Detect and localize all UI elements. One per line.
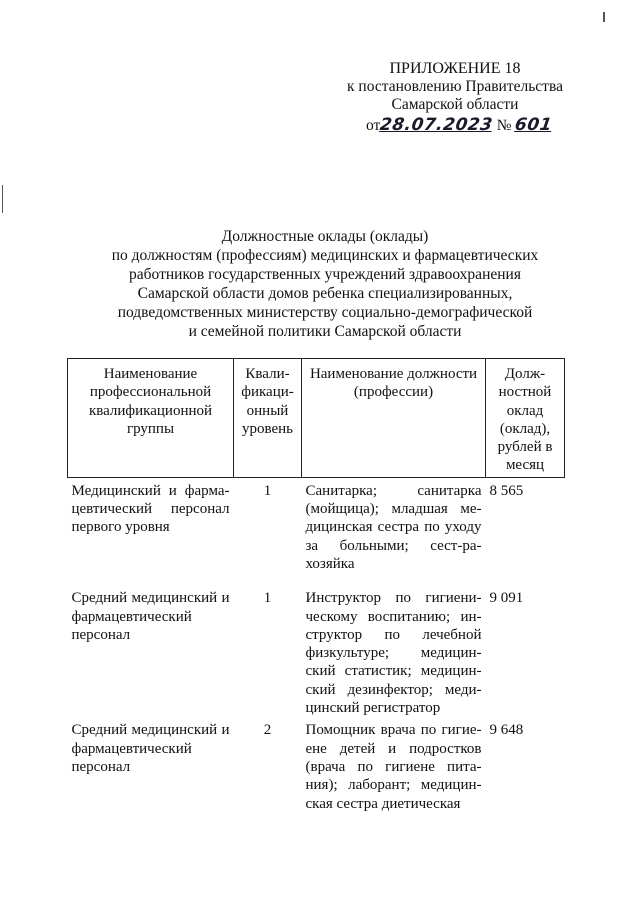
cell-position: Санитарка; санитарка (мойщица); младшая ме-дицинская сестра по уходу за больными; сест-ра-хозяйка xyxy=(305,482,482,572)
approval-block xyxy=(330,60,580,135)
header-group: Наименование профессиональной квалификационной группы xyxy=(68,359,234,478)
table-row xyxy=(68,717,565,827)
title-line-5: подведомственных министерству социально-демографической xyxy=(117,304,533,321)
cell-salary: 9 648 xyxy=(489,722,524,739)
title-line-4: Самарской области домов ребенка специализированных, xyxy=(137,285,513,302)
cell-position: Инструктор по гигиени-ческому воспитанию; ин-структор по лечебной физкультуре; медицин-ский статистик; медицин-ский дезинфектор; меди-цинский регистратор xyxy=(305,590,482,717)
document-title xyxy=(60,227,590,341)
approval-line-2: Самарской области xyxy=(391,96,519,113)
cell-group: Средний медицинский и фармацевтический персонал xyxy=(71,590,230,643)
cell-group: Медицинский и фарма-цевтический персонал первого уровня xyxy=(71,482,230,536)
date-prefix: от xyxy=(366,117,381,134)
handwritten-date: 28.07.2023 xyxy=(378,115,495,135)
header-position: Наименование должности (профессии) xyxy=(302,359,486,478)
cell-level: 1 xyxy=(263,482,272,499)
title-line-6: и семейной политики Самарской области xyxy=(188,323,462,340)
cell-group: Средний медицинский и фармацевтический персонал xyxy=(71,722,230,775)
cell-salary: 9 091 xyxy=(489,590,524,607)
title-line-1: Должностные оклады (оклады) xyxy=(221,228,429,245)
salary-table xyxy=(67,358,565,827)
scan-artifact-mark xyxy=(2,185,3,213)
title-line-2: по должностям (профессиям) медицинских и фармацевтических xyxy=(111,247,539,264)
approval-reference xyxy=(330,116,580,135)
cell-salary: 8 565 xyxy=(489,482,524,499)
table-row xyxy=(68,477,565,585)
header-level: Квали- фикаци- онный уровень xyxy=(234,359,302,478)
scan-artifact-mark xyxy=(603,12,605,22)
cell-level: 1 xyxy=(263,590,272,607)
table-row xyxy=(68,585,565,717)
title-line-3: работников государственных учреждений здравоохранения xyxy=(129,266,521,283)
handwritten-number: 601 xyxy=(514,115,554,135)
cell-level: 2 xyxy=(263,722,272,739)
cell-position: Помощник врача по гигие-ене детей и подростков (врача по гигиене пита-ния); лаборант; медицин-ская сестра диетическая xyxy=(305,722,482,812)
appendix-title: ПРИЛОЖЕНИЕ 18 xyxy=(389,60,521,77)
number-prefix: № xyxy=(496,117,512,134)
header-salary: Долж- ностной оклад (оклад), рублей в месяц xyxy=(486,359,565,478)
table-header-row xyxy=(68,359,565,478)
approval-line-1: к постановлению Правительства xyxy=(347,78,563,95)
